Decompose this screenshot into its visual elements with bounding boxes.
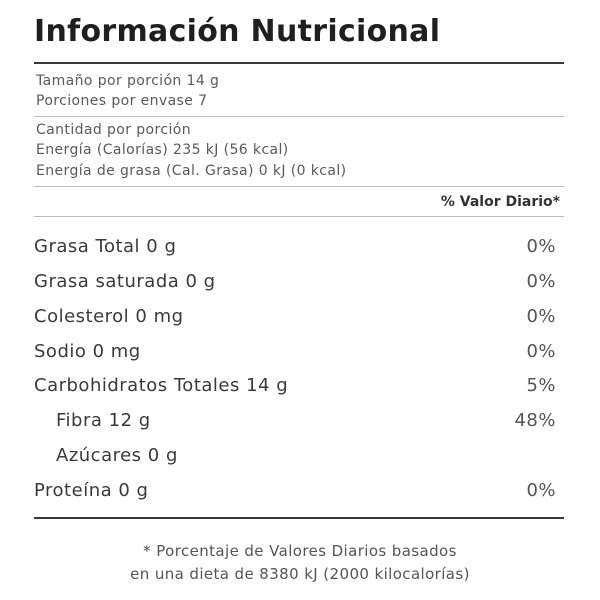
nutrient-row <box>56 410 556 431</box>
nutrient-percent: 0% <box>526 480 556 501</box>
nutrient-label: Proteína 0 g <box>34 480 149 501</box>
serving-size: Tamaño por porción 14 g <box>36 73 220 89</box>
nutrient-row <box>34 341 556 362</box>
nutrient-percent: 0% <box>526 341 556 362</box>
nutrient-label: Colesterol 0 mg <box>34 306 184 327</box>
footnote-line: * Porcentaje de Valores Diarios basados <box>143 542 457 560</box>
divider <box>34 216 564 217</box>
servings-per-container: Porciones por envase 7 <box>36 93 208 109</box>
nutrient-row <box>34 480 556 501</box>
nutrient-label: Carbohidratos Totales 14 g <box>34 375 289 396</box>
nutrient-label: Sodio 0 mg <box>34 341 141 362</box>
nutrient-percent: 0% <box>526 271 556 292</box>
nutrient-percent: 5% <box>526 375 556 396</box>
fat-energy-value: Energía de grasa (Cal. Grasa) 0 kJ (0 kcal) <box>36 163 347 179</box>
nutrient-label: Grasa Total 0 g <box>34 236 177 257</box>
divider <box>34 116 564 117</box>
nutrient-percent: 0% <box>526 306 556 327</box>
nutrient-row <box>34 271 556 292</box>
nutrient-label: Fibra 12 g <box>56 410 151 431</box>
nutrient-label: Azúcares 0 g <box>56 445 178 466</box>
amount-header: Cantidad por porción <box>36 122 191 138</box>
nutrient-percent: 48% <box>514 410 556 431</box>
nutrient-row <box>34 306 556 327</box>
nutrient-percent: 0% <box>526 236 556 257</box>
divider <box>34 186 564 187</box>
nutrient-row <box>34 236 556 257</box>
nutrient-row <box>56 445 556 466</box>
nutrient-row <box>34 375 556 396</box>
divider <box>34 62 564 64</box>
divider <box>34 517 564 519</box>
label-title: Información Nutricional <box>34 14 441 49</box>
energy-value: Energía (Calorías) 235 kJ (56 kcal) <box>36 142 289 158</box>
footnote-line: en una dieta de 8380 kJ (2000 kilocalorías) <box>130 565 470 583</box>
nutrient-label: Grasa saturada 0 g <box>34 271 216 292</box>
daily-value-header: % Valor Diario* <box>440 194 560 210</box>
